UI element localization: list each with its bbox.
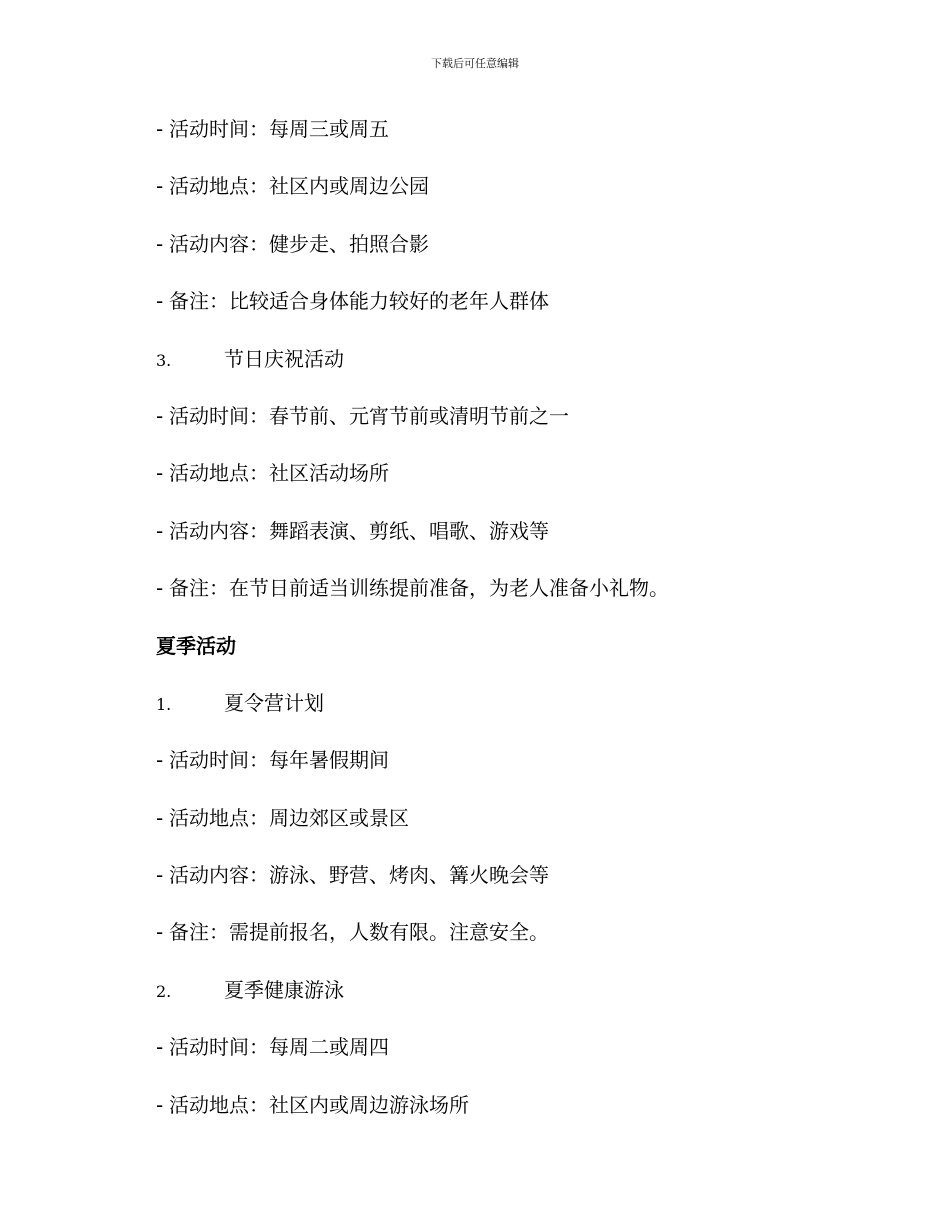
- bullet-line: [156, 574, 856, 631]
- bullet-line: [156, 1033, 856, 1090]
- bullet-marker: -: [156, 863, 164, 888]
- numbered-item: [156, 345, 856, 402]
- numbered-item: [156, 976, 856, 1033]
- bullet-text: 活动内容：游泳、野营、烤肉、篝火晚会等: [169, 863, 549, 888]
- bullet-marker: -: [156, 748, 164, 773]
- bullet-marker: -: [156, 576, 164, 601]
- bullet-text: 备注：比较适合身体能力较好的老年人群体: [169, 289, 549, 314]
- item-title: 节日庆祝活动: [224, 346, 344, 371]
- item-number: 1.: [156, 694, 172, 714]
- bullet-line: [156, 172, 856, 229]
- bullet-text: 活动时间：春节前、元宵节前或清明节前之一: [169, 403, 569, 428]
- bullet-line: [156, 861, 856, 918]
- bullet-text: 活动内容：舞蹈表演、剪纸、唱歌、游戏等: [169, 518, 549, 543]
- document-body: [156, 115, 856, 1148]
- item-number: 3.: [156, 350, 172, 370]
- bullet-line: [156, 115, 856, 172]
- bullet-marker: -: [156, 403, 164, 428]
- bullet-marker: -: [156, 805, 164, 830]
- item-number: 2.: [156, 981, 172, 1001]
- bullet-text: 活动时间：每周三或周五: [169, 117, 389, 141]
- bullet-line: [156, 230, 856, 287]
- bullet-text: 备注：需提前报名，人数有限。注意安全。: [169, 920, 549, 945]
- page-header-note: 下载后可任意编辑: [431, 57, 519, 70]
- bullet-text: 活动地点：社区内或周边公园: [169, 174, 429, 199]
- item-title: 夏季健康游泳: [224, 977, 344, 1002]
- bullet-marker: -: [156, 518, 164, 543]
- bullet-text: 活动时间：每周二或周四: [169, 1035, 389, 1060]
- bullet-marker: -: [156, 231, 164, 256]
- bullet-line: [156, 287, 856, 344]
- bullet-text: 活动地点：社区活动场所: [169, 461, 389, 486]
- bullet-line: [156, 918, 856, 975]
- bullet-marker: -: [156, 1092, 164, 1117]
- bullet-text: 活动地点：社区内或周边游泳场所: [169, 1092, 469, 1117]
- section-heading: 夏季活动: [156, 633, 236, 658]
- bullet-text: 活动时间：每年暑假期间: [169, 748, 389, 773]
- bullet-text: 活动地点：周边郊区或景区: [169, 805, 409, 830]
- bullet-marker: -: [156, 289, 164, 314]
- bullet-marker: -: [156, 920, 164, 945]
- bullet-line: [156, 459, 856, 516]
- bullet-marker: -: [156, 461, 164, 486]
- bullet-marker: -: [156, 1035, 164, 1060]
- bullet-line: [156, 402, 856, 459]
- bullet-text: 活动内容：健步走、拍照合影: [169, 231, 429, 256]
- numbered-item: [156, 689, 856, 746]
- bullet-line: [156, 804, 856, 861]
- bullet-text: 备注：在节日前适当训练提前准备，为老人准备小礼物。: [169, 576, 669, 601]
- bullet-line: [156, 1091, 856, 1148]
- item-title: 夏令营计划: [224, 690, 324, 715]
- bullet-line: [156, 746, 856, 803]
- bullet-line: [156, 517, 856, 574]
- bullet-marker: -: [156, 174, 164, 199]
- bullet-marker: -: [156, 117, 164, 141]
